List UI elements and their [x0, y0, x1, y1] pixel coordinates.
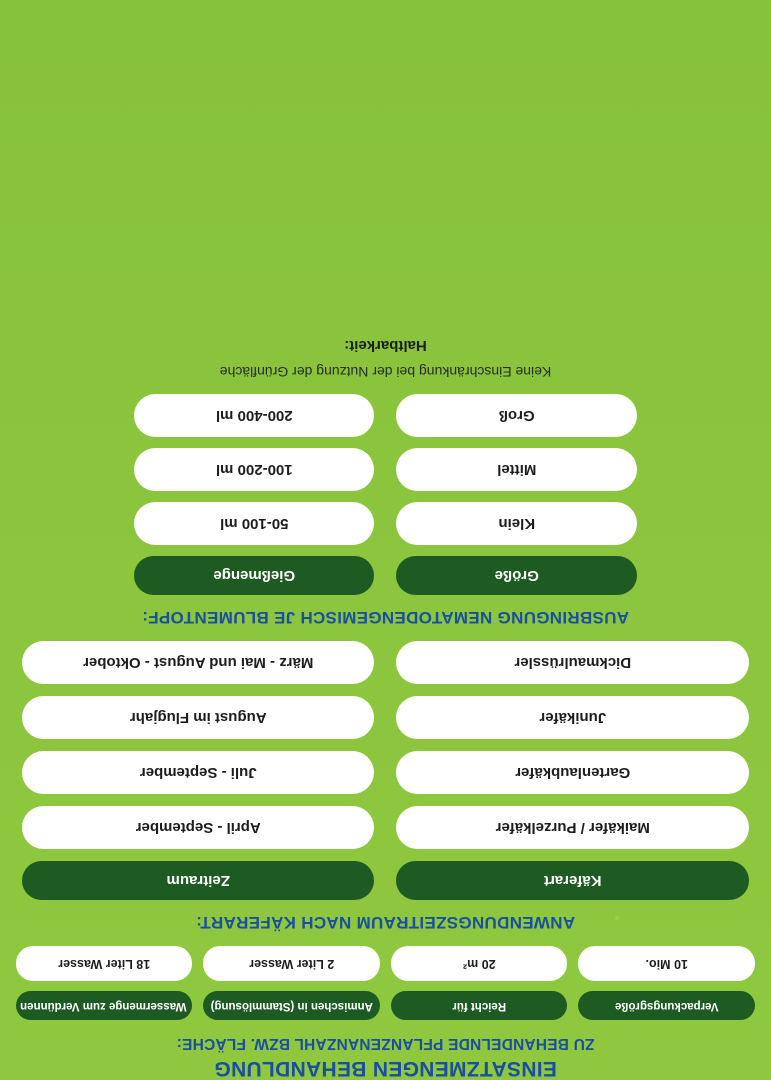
poster-page: [0, 337, 771, 1080]
table-cell: April - September: [22, 806, 375, 849]
table-cell: Junikäfer: [397, 696, 750, 739]
spec-value: 10 Mio.: [579, 946, 756, 980]
column-header: Gießmenge: [134, 556, 375, 595]
beetle-period-column: [22, 641, 375, 900]
page-subtitle: ZU BEHANDELNDE PFLANZENANZAHL BZW. FLÄCHE:: [176, 1035, 595, 1052]
column-header: Käferart: [397, 861, 750, 900]
column-header: Größe: [397, 556, 638, 595]
spec-value: 18 Liter Wasser: [16, 946, 193, 980]
table-cell: 50-100 ml: [134, 502, 375, 545]
spec-column: [579, 946, 756, 1020]
beetle-type-column: [397, 641, 750, 900]
beetle-table: [14, 641, 757, 900]
usage-note: Keine Einschränkung bei der Nutzung der Grünfläche: [219, 364, 552, 381]
table-cell: Gartenlaubkäfer: [397, 751, 750, 794]
spec-table: [14, 946, 757, 1020]
table-cell: Groß: [397, 394, 638, 437]
section-title-beetles: ANWENDUNGSZEITRAUM NACH KÄFERART:: [195, 913, 576, 933]
table-cell: Maikäfer / Purzelkäfer: [397, 806, 750, 849]
spec-value: 2 Liter Wasser: [204, 946, 381, 980]
shelf-life-heading: Haltbarkeit:: [344, 337, 427, 355]
table-cell: 200-400 ml: [134, 394, 375, 437]
watering-amount-column: [134, 394, 375, 595]
spec-header: Anmischen in (Stammlösung): [204, 991, 381, 1020]
spec-value: 20 m²: [391, 946, 568, 980]
page-title: EINSATZMENGEN BEHANDLUNG: [214, 1057, 557, 1080]
table-cell: August im Flugjahr: [22, 696, 375, 739]
spec-column: [391, 946, 568, 1020]
table-cell: März - Mai und August - Oktober: [22, 641, 375, 684]
spec-header: Wassermenge zum Verdünnen: [16, 991, 193, 1020]
spec-header: Verpackungsgröße: [579, 991, 756, 1020]
spec-column: [16, 946, 193, 1020]
table-cell: 100-200 ml: [134, 448, 375, 491]
table-cell: Juli - September: [22, 751, 375, 794]
section-title-dosage: AUSBRINGUNG NEMATODENGEMISCH JE BLUMENTOPF:: [141, 608, 630, 628]
spec-header: Reicht für: [391, 991, 568, 1020]
spec-column: [204, 946, 381, 1020]
column-header: Zeitraum: [22, 861, 375, 900]
table-cell: Mittel: [397, 448, 638, 491]
table-cell: Klein: [397, 502, 638, 545]
dosage-table: [14, 394, 757, 595]
pot-size-column: [397, 394, 638, 595]
table-cell: Dickmaulrüssler: [397, 641, 750, 684]
